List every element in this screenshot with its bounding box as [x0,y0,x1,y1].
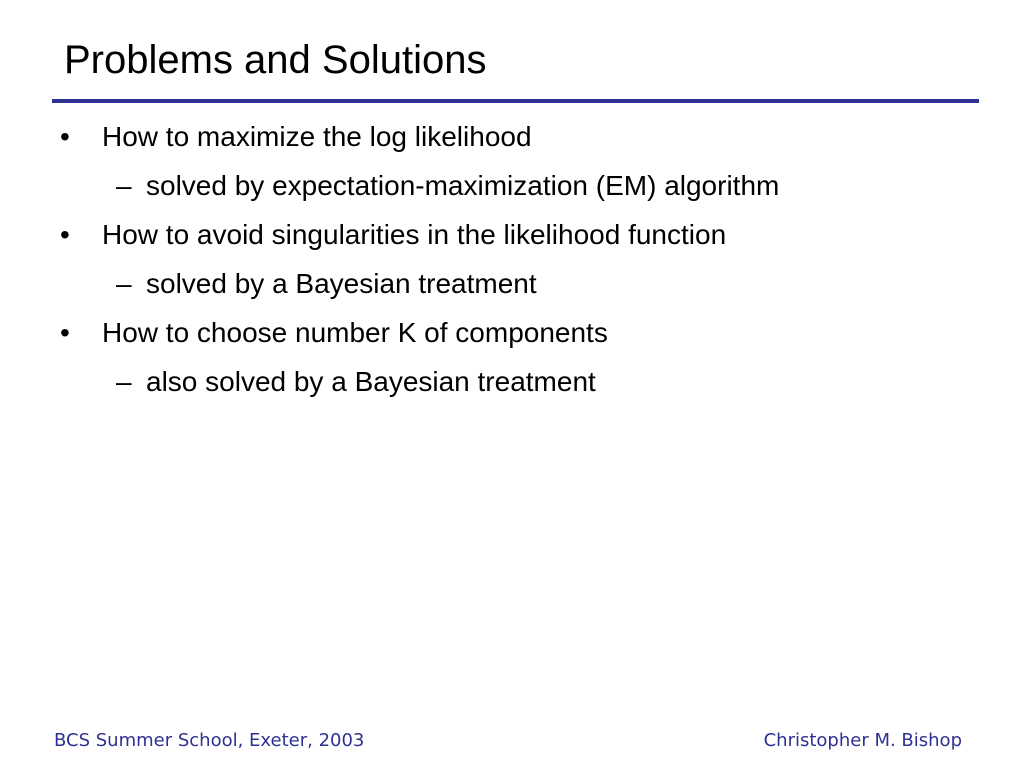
sub-bullet-item [0,259,1024,308]
sub-bullet-text: solved by a Bayesian treatment [146,268,537,299]
sub-bullet-item [0,357,1024,406]
footer-event: BCS Summer School, Exeter, 2003 [54,730,365,751]
bullet-marker: • [60,317,70,348]
slide-title: Problems and Solutions [64,38,487,82]
sub-bullet-item [0,161,1024,210]
bullet-marker: • [60,219,70,250]
bullet-text: How to maximize the log likelihood [102,121,532,152]
sub-bullet-marker: – [116,366,132,397]
bullet-text: How to avoid singularities in the likelihood function [102,219,727,250]
sub-bullet-marker: – [116,170,132,201]
bullet-item [0,308,1024,357]
bullet-item [0,210,1024,259]
sub-bullet-text: solved by expectation-maximization (EM) algorithm [146,170,780,201]
sub-bullet-text: also solved by a Bayesian treatment [146,366,596,397]
bullet-marker: • [60,121,70,152]
title-underline [52,99,979,103]
bullet-list [0,112,1024,406]
sub-bullet-marker: – [116,268,132,299]
bullet-item [0,112,1024,161]
footer-author: Christopher M. Bishop [763,730,962,751]
bullet-text: How to choose number K of components [102,317,608,348]
